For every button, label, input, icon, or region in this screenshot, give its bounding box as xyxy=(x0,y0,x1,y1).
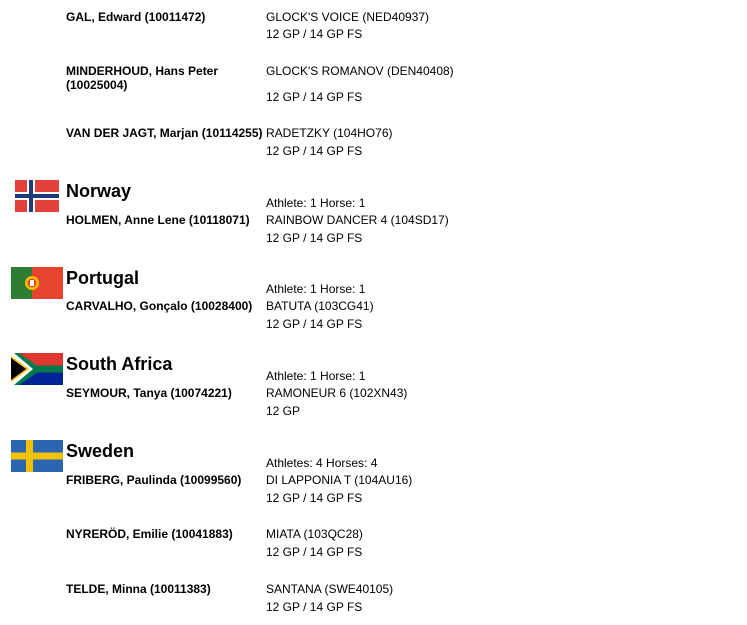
horse-name: RAINBOW DANCER 4 (104SD17) xyxy=(266,213,449,227)
sweden-flag xyxy=(11,440,63,472)
athlete-name: GAL, Edward (10011472) xyxy=(66,10,206,24)
athlete-name: HOLMEN, Anne Lene (10118071) xyxy=(66,213,250,227)
country-summary: Athletes: 4 Horses: 4 xyxy=(266,456,378,470)
entry-classes: 12 GP / 14 GP FS xyxy=(266,231,363,245)
country-name: Norway xyxy=(66,181,132,201)
entry-classes: 12 GP / 14 GP FS xyxy=(266,317,363,331)
athlete-name: NYRERÖD, Emilie (10041883) xyxy=(66,527,233,541)
horse-name: MIATA (103QC28) xyxy=(266,527,363,541)
entry-classes: 12 GP / 14 GP FS xyxy=(266,90,363,104)
portugal-flag xyxy=(11,267,63,299)
athlete-name: VAN DER JAGT, Marjan (10114255) xyxy=(66,126,263,140)
athlete-name: FRIBERG, Paulinda (10099560) xyxy=(66,473,242,487)
entry-classes: 12 GP / 14 GP FS xyxy=(266,27,363,41)
horse-name: SANTANA (SWE40105) xyxy=(266,582,394,596)
horse-name: RAMONEUR 6 (102XN43) xyxy=(266,386,408,400)
entry-classes: 12 GP / 14 GP FS xyxy=(266,491,363,505)
athlete-name: SEYMOUR, Tanya (10074221) xyxy=(66,386,232,400)
entry-classes: 12 GP xyxy=(266,404,301,418)
country-summary: Athlete: 1 Horse: 1 xyxy=(266,369,366,383)
horse-name: GLOCK'S VOICE (NED40937) xyxy=(266,10,430,24)
norway-flag xyxy=(11,180,63,212)
horse-name: BATUTA (103CG41) xyxy=(266,299,374,313)
horse-name: RADETZKY (104HO76) xyxy=(266,126,393,140)
horse-name: DI LAPPONIA T (104AU16) xyxy=(266,473,413,487)
athlete-name: MINDERHOUD, Hans Peter (10025004) xyxy=(66,64,219,92)
entry-classes: 12 GP / 14 GP FS xyxy=(266,545,363,559)
country-name: South Africa xyxy=(66,354,173,374)
entry-classes: 12 GP / 14 GP FS xyxy=(266,144,363,158)
athlete-name: TELDE, Minna (10011383) xyxy=(66,582,211,596)
country-summary: Athlete: 1 Horse: 1 xyxy=(266,196,366,210)
athlete-name: CARVALHO, Gonçalo (10028400) xyxy=(66,299,253,313)
country-name: Sweden xyxy=(66,441,135,461)
entry-classes: 12 GP / 14 GP FS xyxy=(266,600,363,614)
horse-name: GLOCK'S ROMANOV (DEN40408) xyxy=(266,64,454,78)
country-summary: Athlete: 1 Horse: 1 xyxy=(266,282,366,296)
south-africa-flag xyxy=(11,353,63,385)
country-name: Portugal xyxy=(66,268,140,288)
